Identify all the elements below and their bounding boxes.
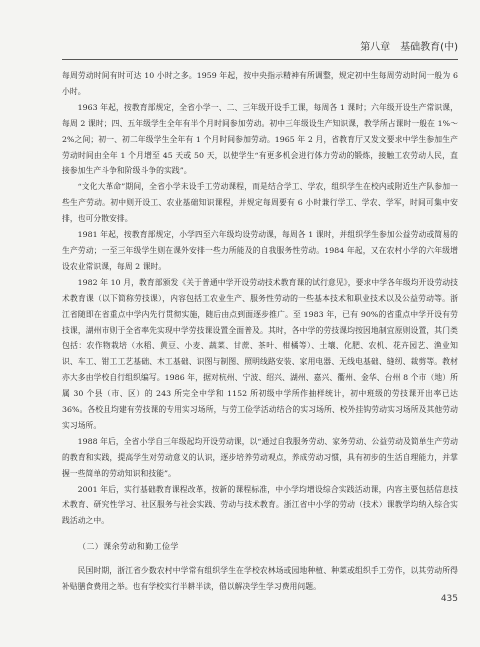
paragraph: 1981 年起，按教育部规定，小学四至六年级均设劳动课，每周各 1 课时，并组织学生参加公益劳动或简易的生产劳动；一至三年级学生则在课外安排一些力所能及的自我服务性劳动。1984 年起，又在农村小学的六年级增设农业常识课，每周 2 课时。 xyxy=(62,230,458,271)
paragraph: 1963 年起，按教育部规定，全省小学一、二、三年级开设手工课，每周各 1 课时；六年级开设生产常识课，每周 2 课时；四、五年级学生全年有半个月时间参加劳动。初中三年级设生产知识课，教学所占课时一般在 1%～2%之间；初一、初二年级学生全年有 1 个月时间参加劳动。1965 年 2 月，省教育厅又发文要求中学生参加生产劳动时间由全年 1 个月增至 45 天或 50 天，以使学生“有更多机会进行体力劳动的锻炼，接触工农劳动人民，直接参加生产斗争和阶级斗争的实践”。 xyxy=(62,102,458,176)
section-heading: （二）课余劳动和勤工俭学 xyxy=(78,542,179,552)
running-header: 第八章 基础教育(中) xyxy=(360,42,458,53)
spacer xyxy=(62,529,458,535)
paragraph: 民国时期，浙江省少数农村中学常有组织学生在学校农林场或园地种植、种菜或组织手工劳作，以其劳动所得补贴膳食费用之举。也有学校实行半耕半读，借以解决学生学习费用问题。 xyxy=(62,566,458,592)
paragraph: 1988 年后，全省小学自三年级起均开设劳动课，以“通过自我服务劳动、家务劳动、公益劳动及简单生产劳动的教育和实践，提高学生对劳动意义的认识，逐步培养劳动观点，养成劳动习惯，具有初步的生活自理能力，并掌握一些简单的劳动知识和技能”。 xyxy=(62,436,458,478)
page-number: 435 xyxy=(440,594,458,604)
main-text xyxy=(62,68,458,595)
paragraph: “文化大革命”期间，全省小学未设手工劳动课程，而是结合学工、学农，组织学生在校内或附近生产队参加一些生产劳动。初中则开设工、农业基础知识课程，并规定每周要有 6 小时兼行学工、学农、学军，时间可集中安排，也可分散安排。 xyxy=(62,182,458,224)
header-rule xyxy=(62,59,458,60)
paragraph: 2001 年后，实行基础教育课程改革，按新的课程标准，中小学均增设综合实践活动课，内容主要包括信息技术教育、研究性学习、社区服务与社会实践、劳动与技术教育。浙江省中小学的劳动（技术）课教学均纳入综合实践活动之中。 xyxy=(62,484,458,526)
paragraph: 每周劳动时间有时可达 10 小时之多。1959 年起，按中央指示精神有所调整，规定初中生每周劳动时间一般为 6 小时。 xyxy=(62,71,458,96)
paragraph: 1982 年 10 月，教育部颁发《关于普通中学开设劳动技术教育课的试行意见》，要求中学各年级均开设劳动技术教育课（以下简称劳技课），内容包括工农业生产、服务性劳动的一些基本技术和职业技术以及公益劳动等。浙江省随即在省重点中学内先行贯彻实施，随后由点到面逐步推广。至 1983 年，已有 90%的省重点中学开设有劳技课，湖州市则于全省率先实现中学劳技课设置全面普及。其时，各中学的劳技课均按因地制宜原则设置，其门类包括：农作物栽培（水稻、黄豆、小麦、蔬菜、甘蔗、茶叶、柑橘等）、土壤、化肥、农机、花卉园艺、渔业知识、车工、钳工工艺基础、木工基础、识图与制图、照明线路安装、家用电器、无线电基础、缝纫、裁剪等。教材亦大多由学校自行组织编写。1986 年，据对杭州、宁波、绍兴、湖州、嘉兴、衢州、金华、台州 8 个市（地）所属 30 个县（市、区）的 243 所完全中学和 1152 所初级中学所作抽样统计，初中班级的劳技课开出率已达 36%。各校且均建有劳技课的专用实习场所，与劳工俭学活动结合的实习场所、校外挂钩劳动实习场所及其他劳动实习场所。 xyxy=(62,277,458,430)
